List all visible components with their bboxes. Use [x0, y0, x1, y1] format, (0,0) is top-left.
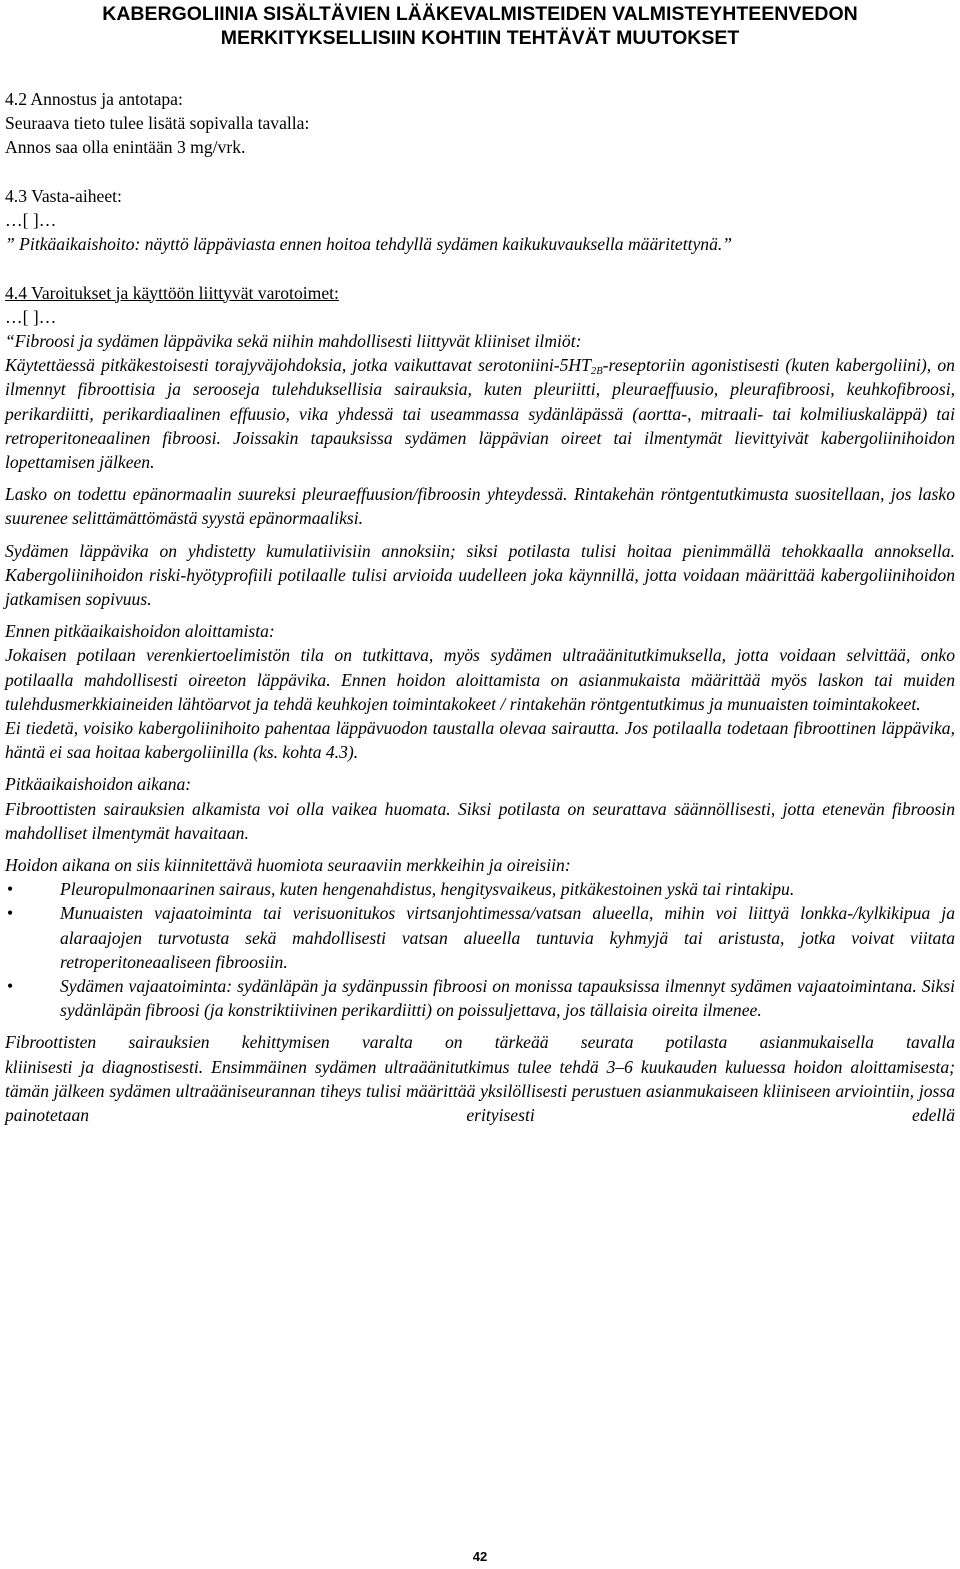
- page-number: 42: [472, 1549, 488, 1564]
- spacer: [5, 474, 955, 482]
- bullet-icon: •: [7, 903, 14, 924]
- during-treatment-heading: Pitkäaikaishoidon aikana:: [5, 774, 192, 795]
- sedimentation-paragraph: Lasko on todettu epänormaalin suureksi pleuraeffuusion/fibroosin yhteydessä. Rintakehän röntgentutkimusta suositellaan, jos lasko suurenee selittämättömästä syystä epänormaaliksi.: [5, 484, 955, 529]
- section-4-4-heading: 4.4 Varoitukset ja käyttöön liittyvät varotoimet:: [5, 282, 339, 303]
- section-4-4-ellipsis: …[ ]…: [5, 306, 57, 327]
- spacer: [5, 764, 955, 772]
- receptor-subscript: 2B: [590, 366, 603, 378]
- symptoms-intro: Hoidon aikana on siis kiinnitettävä huomiota seuraaviin merkkeihin ja oireisiin:: [5, 855, 571, 876]
- document-body: [5, 87, 955, 1127]
- list-item-text: Sydämen vajaatoiminta: sydänläpän ja sydänpussin fibroosi on monissa tapauksissa ilmennyt sydämen vajaatoimintana. Siksi sydänläpän fibroosi (ja konstriktiivinen perikardiitti) on poissuljettava, jos tällaisia oireita ilmenee.: [60, 976, 955, 1021]
- fibrosis-paragraph: [5, 353, 955, 474]
- section-4-2-line-1: Seuraava tieto tulee lisätä sopivalla tavalla:: [5, 113, 310, 134]
- list-item: [5, 901, 955, 974]
- fibrosis-intro-line: “Fibroosi ja sydämen läppävika sekä niihin mahdollisesti liittyvät kliiniset ilmiöt:: [5, 331, 582, 351]
- valve-dose-paragraph: Sydämen läppävika on yhdistetty kumulatiivisiin annoksiin; siksi potilasta tulisi hoitaa pienimmällä tehokkaalla annoksella. Kabergoliinihoidon riski-hyötyprofiili potilaalle tulisi arvioida uudelleen joka käynnillä, jotta voidaan määrittää kabergoliinihoidon jatkamisen sopivuus.: [5, 540, 955, 610]
- list-item-text: Pleuropulmonaarinen sairaus, kuten hengenahdistus, hengitysvaikeus, pitkäkestoinen yskä tai rintakipu.: [60, 879, 795, 900]
- spacer: [5, 611, 955, 619]
- section-4-2-heading: 4.2 Annostus ja antotapa:: [5, 89, 183, 109]
- during-treatment-paragraph: Fibroottisten sairauksien alkamista voi olla vaikea huomata. Siksi potilasta on seurattava säännöllisesti, jotta etenevän fibroosin mahdolliset ilmentymät havaitaan.: [5, 798, 955, 843]
- section-4-3-ellipsis: …[ ]…: [5, 210, 57, 230]
- section-4-3-text: ” Pitkäaikaishoito: näyttö läppäviasta ennen hoitoa tehdyllä sydämen kaikukuvauksella määritettynä.”: [5, 234, 733, 255]
- symptoms-list: [5, 877, 955, 1022]
- monitoring-paragraph-rest: kliinisesti ja diagnostisesti. Ensimmäinen sydämen ultraäänitutkimus tulee tehdä 3–6 kuukauden kuluessa hoidon aloittamisesta; tämän jälkeen sydämen ultraääniseurannan tiheys tulisi määrittää yksilöllisesti perustuen asianmukaiseen kliiniseen arviointiin, jossa painotetaan erityisesti edellä: [5, 1056, 955, 1126]
- fibrosis-text-1: Käytettäessä pitkäkestoisesti torajyväjohdoksia, jotka vaikuttavat serotoniini-5HT: [5, 355, 591, 376]
- spacer: [5, 845, 955, 853]
- list-item-text: Munuaisten vajaatoiminta tai verisuonitukos virtsanjohtimessa/vatsan alueella, mihin voi liittyä lonkka-/kylkikipua ja alaraajojen turvotusta sekä mahdollisesti vatsan alueella tuntuvia kyhmyjä tai aristusta, jotka voivat viitata retroperitoneaaliseen fibroosiin.: [60, 903, 955, 972]
- before-treatment-paragraph-2: Ei tiedetä, voisiko kabergoliinihoito pahentaa läppävuodon taustalla olevaa sairautta. Jos potilaalla todetaan fibroottinen läppävika, häntä ei saa hoitaa kabergoliinilla (ks. kohta 4.3).: [5, 718, 955, 763]
- title-line-1: KABERGOLIINIA SISÄLTÄVIEN LÄÄKEVALMISTEIDEN VALMISTEYHTEENVEDON: [102, 3, 858, 25]
- title-line-2: MERKITYKSELLISIIN KOHTIIN TEHTÄVÄT MUUTOKSET: [220, 27, 740, 49]
- list-item: [5, 877, 955, 901]
- spacer: [5, 256, 955, 280]
- section-4-4: [5, 281, 955, 1128]
- bullet-icon: •: [7, 976, 14, 997]
- before-treatment-paragraph-1: Jokaisen potilaan verenkiertoelimistön tila on tutkittava, myös sydämen ultraäänitutkimuksella, jotta voidaan selvittää, onko potilaalla mahdollisesti oireeton läppävika. Ennen hoidon aloittamista on asianmukaista määrittää myös laskon tai muiden tulehdusmerkkiaineiden lähtöarvot ja tehdä keuhkojen toimintakokeet / rintakehän röntgentutkimus ja munuaisten toimintakokeet.: [5, 645, 955, 714]
- before-treatment-heading: Ennen pitkäaikaishoidon aloittamista:: [5, 621, 275, 642]
- section-4-3-heading: 4.3 Vasta-aiheet:: [5, 185, 122, 206]
- spacer: [5, 160, 955, 184]
- section-4-2: [5, 87, 955, 160]
- monitoring-paragraph-line-1: Fibroottisten sairauksien kehittymisen varalta on tärkeää seurata potilasta asianmukaisella tavalla: [5, 1032, 955, 1053]
- spacer: [5, 1022, 955, 1030]
- section-4-2-line-2: Annos saa olla enintään 3 mg/vrk.: [5, 137, 246, 158]
- list-item: [5, 974, 955, 1022]
- spacer: [5, 531, 955, 539]
- fibrosis-text-2: -reseptoriin agonistisesti (kuten kabergoliini), on ilmennyt fibroottisia ja serooseja tulehduksellisia sairauksia, kuten pleuriitti, pleuraeffuusio, pleurafibroosi, keuhkofibroosi, perikardiitti, perikardiaalinen effuusio, vika yhdessä tai useammassa sydänläpässä (aortta-, mitraali- tai kolmiliuskaläppä) tai retroperitoneaalinen fibroosi. Joissakin tapauksissa sydämen läppävian oireet tai ilmentymät lievittyivät kabergoliinihoidon lopettamisen jälkeen.: [5, 355, 955, 473]
- document-title: [0, 2, 960, 50]
- bullet-icon: •: [7, 879, 14, 900]
- section-4-3: [5, 184, 955, 257]
